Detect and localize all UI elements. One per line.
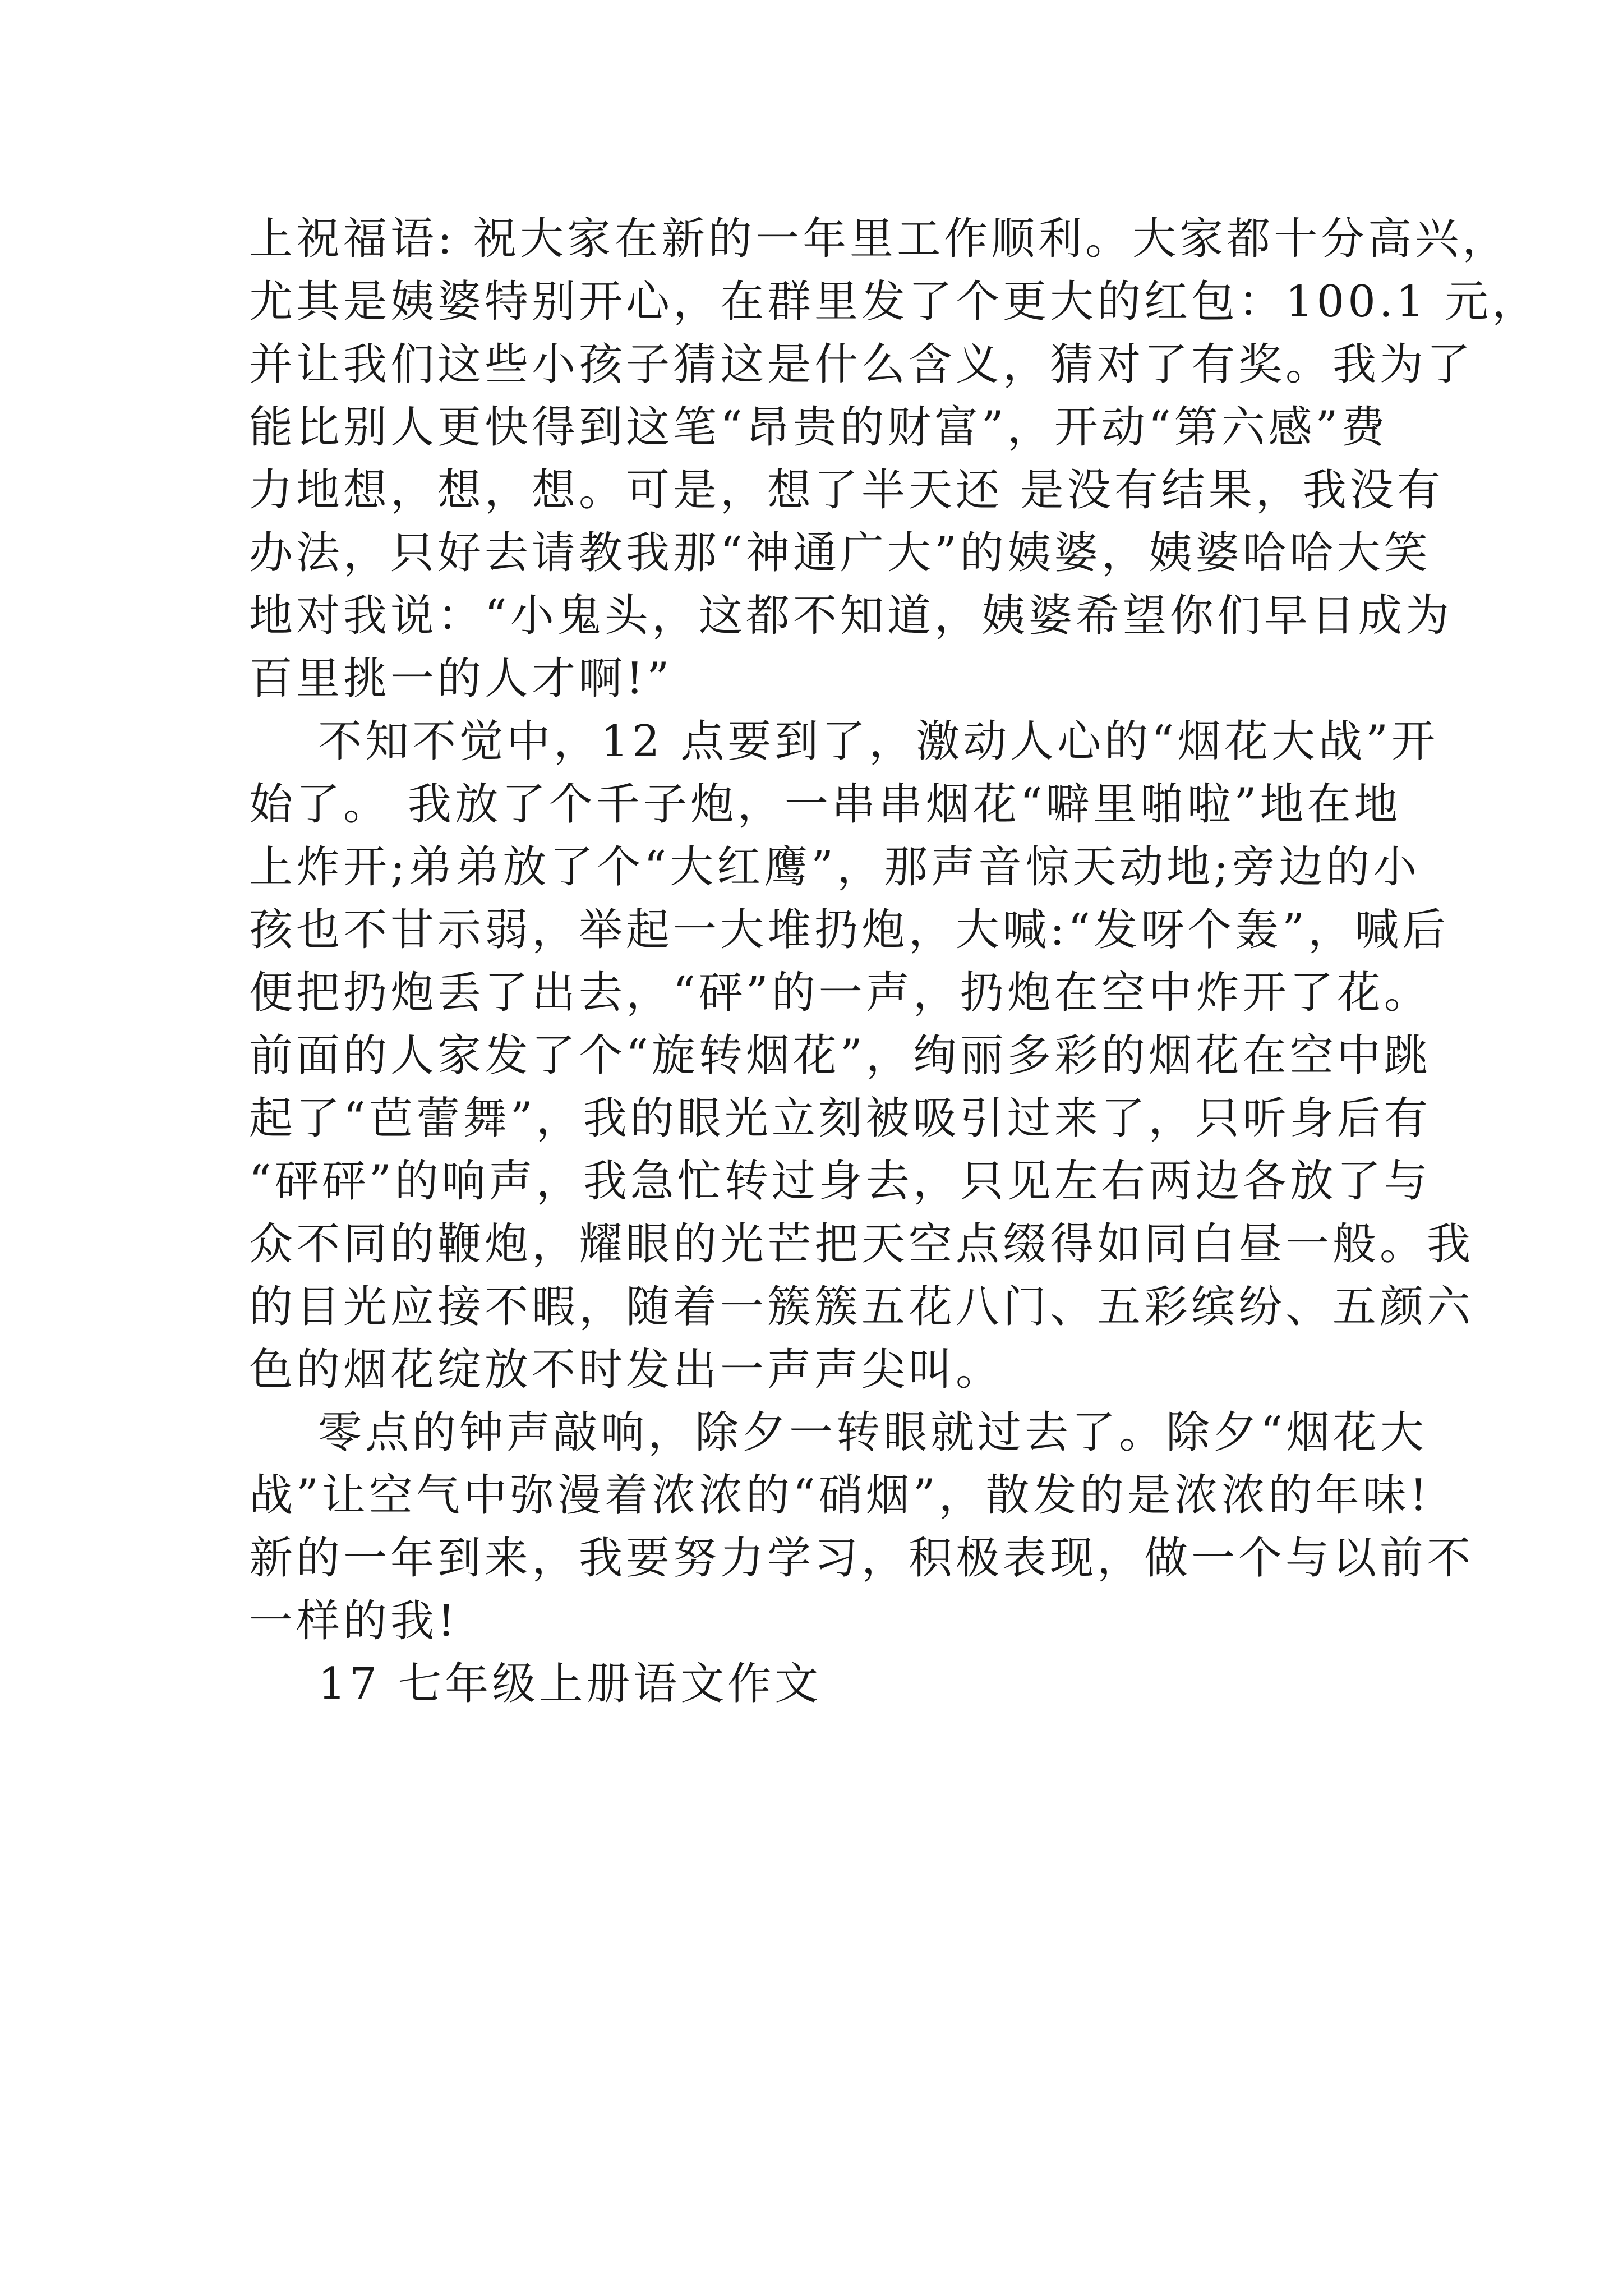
text-line: 尤其是姨婆特别开心，在群里发了个更大的红包：100.1 元， — [249, 277, 1539, 327]
text-line: 并让我们这些小孩子猜这是什么含义，猜对了有奖。我为了 — [249, 339, 1474, 390]
text-line: 前面的人家发了个“旋转烟花”，绚丽多彩的烟花在空中跳 — [249, 1030, 1431, 1081]
text-line: 战”让空气中弥漫着浓浓的“硝烟”，散发的是浓浓的年味! — [249, 1470, 1431, 1521]
section-heading — [249, 1653, 1393, 1715]
text-line: 办法，只好去请教我那“神通广大”的姨婆，姨婆哈哈大笑 — [249, 528, 1431, 578]
text-line: 百里挑一的人才啊!” — [249, 654, 673, 704]
text-line: 始了。 我放了个千子炮，一串串烟花“噼里啪啦”地在地 — [249, 779, 1401, 830]
text-line: 能比别人更快得到这笔“昂贵的财富”，开动“第六感”费 — [249, 402, 1389, 453]
text-line: 众不同的鞭炮，耀眼的光芒把天空点缀得如同白昼一般。我 — [249, 1219, 1474, 1269]
document-body — [249, 208, 1539, 1715]
text-line: “砰砰”的响声，我急忙转过身去，只见左右两边各放了与 — [249, 1156, 1431, 1207]
text-line: 不知不觉中，12 点要到了，激动人心的“烟花大战”开 — [249, 716, 1438, 767]
heading-line: 17 七年级上册语文作文 — [249, 1659, 822, 1709]
paragraph-2 — [249, 710, 1474, 1401]
text-line: 上炸开;弟弟放了个“大红鹰”，那声音惊天动地;旁边的小 — [249, 842, 1421, 892]
paragraph-3 — [249, 1401, 1474, 1653]
text-line: 零点的钟声敲响，除夕一转眼就过去了。除夕“烟花大 — [249, 1407, 1428, 1458]
text-line: 新的一年到来，我要努力学习，积极表现，做一个与以前不 — [249, 1533, 1474, 1584]
text-line: 孩也不甘示弱，举起一大堆扔炮，大喊:“发呀个轰”，喊后 — [249, 905, 1450, 955]
text-line: 便把扔炮丢了出去，“砰”的一声，扔炮在空中炸开了花。 — [249, 968, 1431, 1018]
paragraph-1 — [249, 208, 1539, 710]
text-line: 上祝福语: 祝大家在新的一年里工作顺利。大家都十分高兴， — [249, 214, 1510, 264]
text-line: 力地想，想，想。可是，想了半天还 是没有结果，我没有 — [249, 465, 1444, 516]
text-line: 的目光应接不暇，随着一簇簇五花八门、五彩缤纷、五颜六 — [249, 1282, 1474, 1332]
text-line: 地对我说：“小鬼头，这都不知道，姨婆希望你们早日成为 — [249, 591, 1453, 641]
text-line: 起了“芭蕾舞”，我的眼光立刻被吸引过来了，只听身后有 — [249, 1093, 1431, 1144]
text-line: 一样的我! — [249, 1596, 459, 1646]
text-line: 色的烟花绽放不时发出一声声尖叫。 — [249, 1345, 1003, 1395]
